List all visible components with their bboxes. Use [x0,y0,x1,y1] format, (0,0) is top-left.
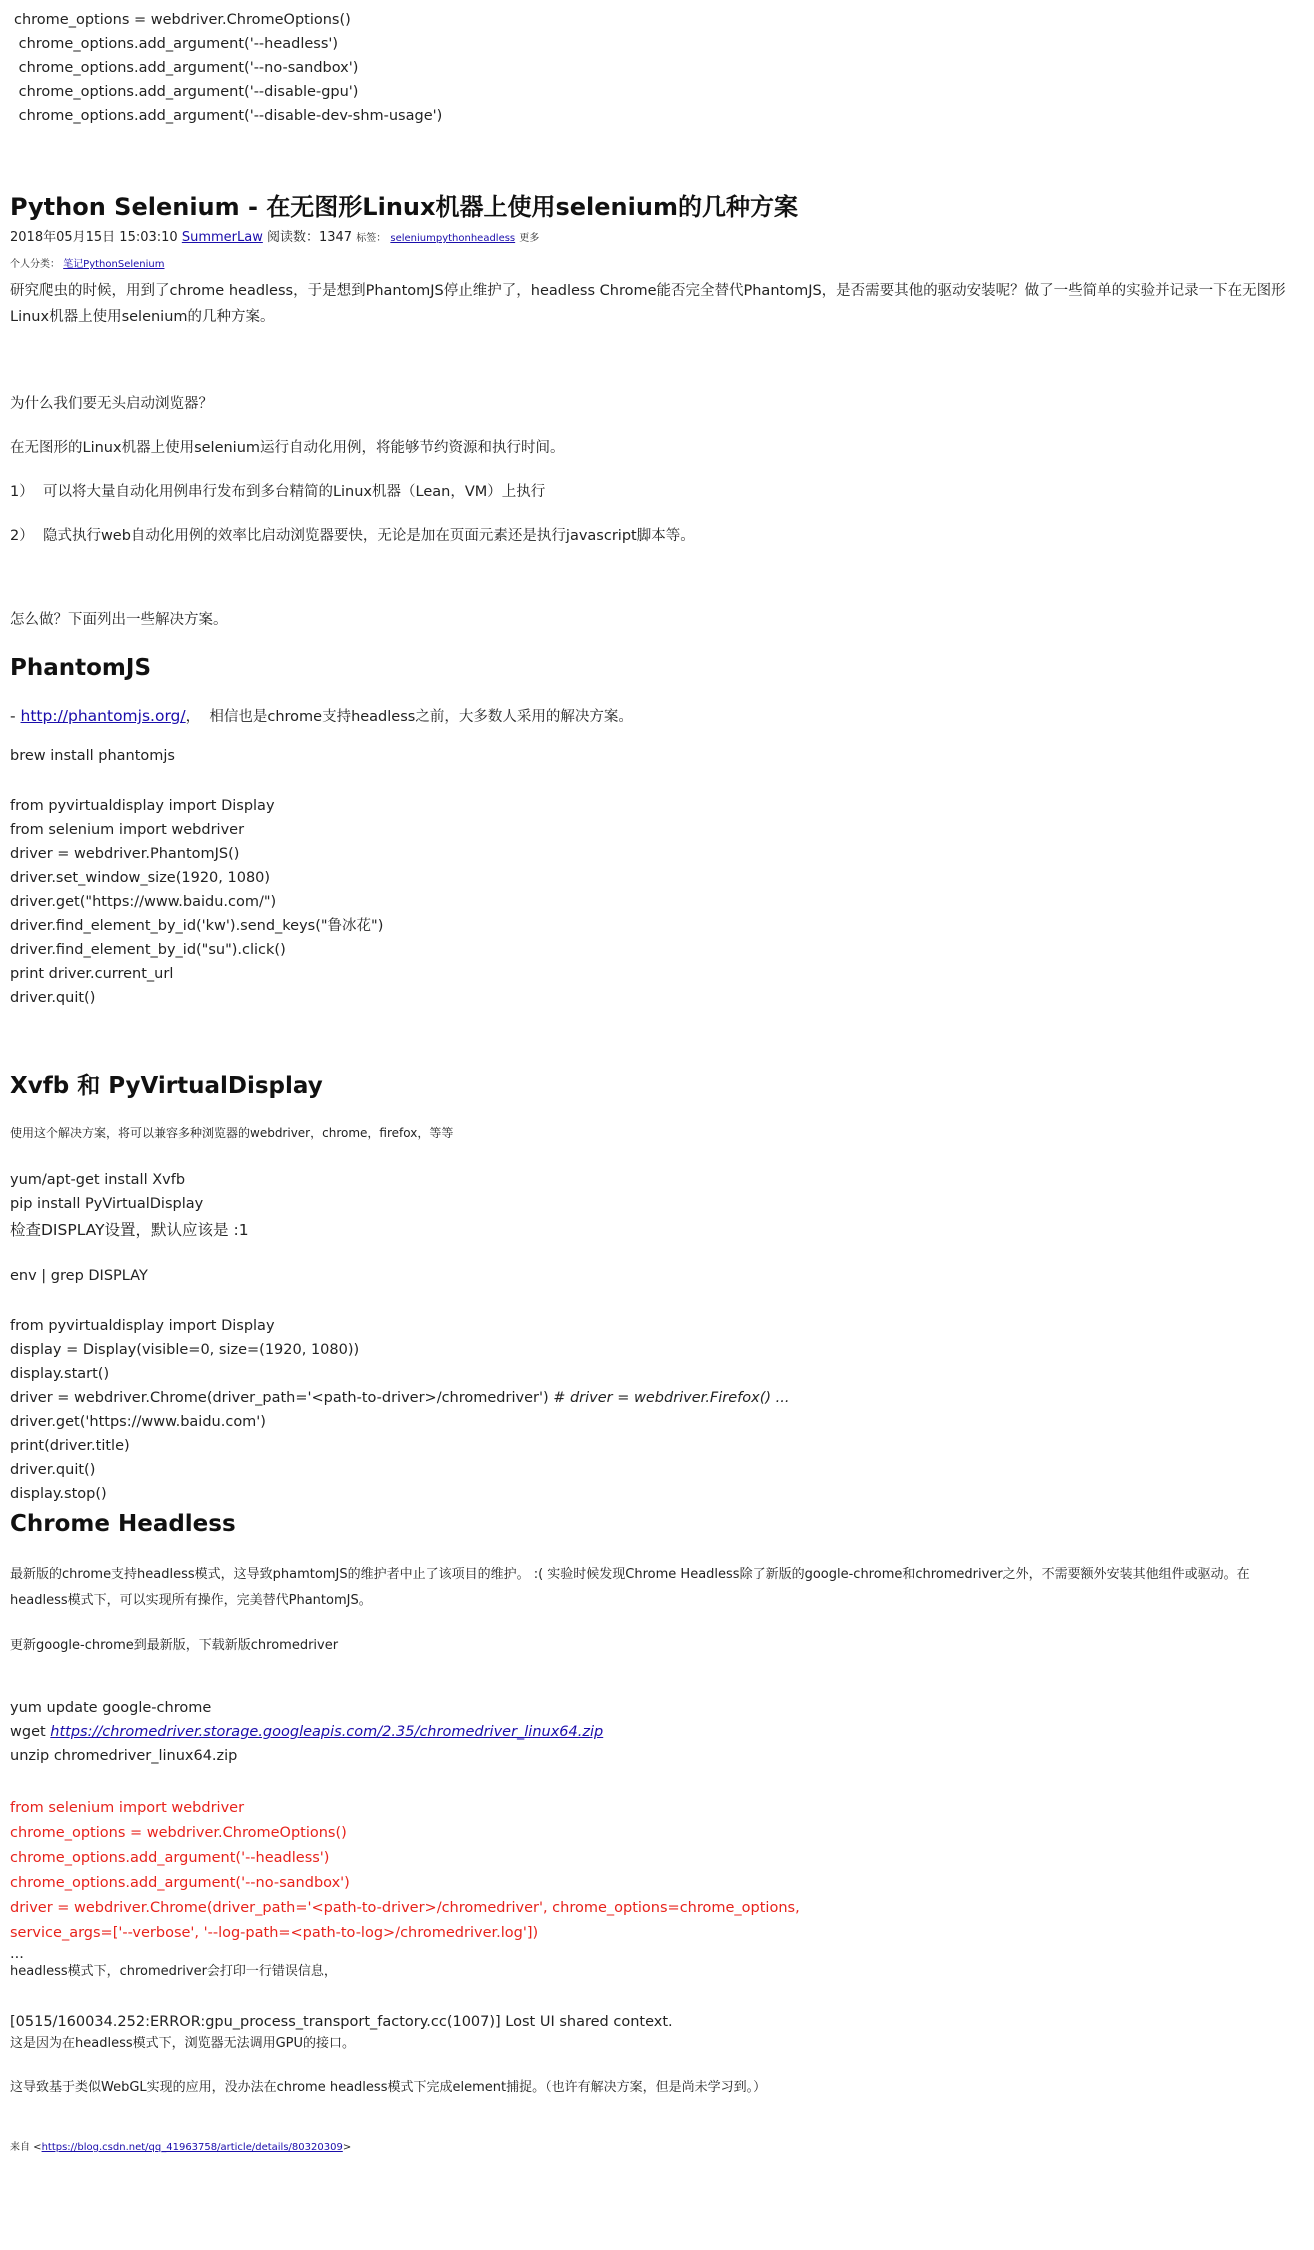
code-line: yum update google-chrome [10,1700,212,1716]
source-footer [10,2140,351,2156]
code-line: from pyvirtualdisplay import Display [10,798,275,814]
code-line: from pyvirtualdisplay import Display [10,1318,275,1334]
chromedriver-download-link[interactable]: https://chromedriver.storage.googleapis.com/2.35/chromedriver_linux64.zip [50,1724,604,1740]
phantomjs-link[interactable]: http://phantomjs.org/ [20,707,186,725]
category-link[interactable]: 笔记PythonSelenium [63,259,165,270]
xvfb-code-block [10,1314,789,1506]
phantomjs-heading: PhantomJS [10,655,152,681]
tags-label: 标签： [356,233,387,244]
source-end: > [342,2142,352,2153]
code-comment: # driver = webdriver.Firefox() ... [548,1390,790,1406]
code-line [10,1720,603,1744]
code-line: service_args=['--verbose', '--log-path=<path-to-log>/chromedriver.log']) [10,1925,539,1941]
article-meta [10,228,539,249]
point-2: 2） 隐式执行web自动化用例的效率比启动浏览器要快，无论是加在页面元素还是执行javascript脚本等。 [10,528,695,544]
why-paragraph: 在无图形的Linux机器上使用selenium运行自动化用例，将能够节约资源和执行时间。 [10,440,565,456]
publish-date: 2018年05月15日 15:03:10 [10,230,178,245]
code-line: driver = webdriver.PhantomJS() [10,846,240,862]
code-line: chrome_options.add_argument('--no-sandbox') [10,1875,350,1891]
wget-prefix: wget [10,1724,51,1740]
chrome-update: 更新google-chrome到最新版，下载新版chromedriver [10,1638,339,1653]
category-label: 个人分类： [10,259,60,270]
code-line: driver.get('https://www.baidu.com') [10,1414,266,1430]
code-line: driver.find_element_by_id('kw').send_keys("鲁冰花") [10,918,384,934]
code-line: unzip chromedriver_linux64.zip [10,1748,238,1764]
more-link[interactable]: 更多 [519,233,540,244]
code-line: driver.find_element_by_id("su").click() [10,942,286,958]
code-text: driver = webdriver.Chrome(driver_path='<path-to-driver>/chromedriver') [10,1390,549,1406]
author-link[interactable]: SummerLaw [181,230,263,245]
read-count: 阅读数：1347 [266,230,353,245]
code-line: chrome_options.add_argument('--no-sandbox') [14,60,359,76]
xvfb-install [10,1168,203,1216]
code-line: from selenium import webdriver [10,1800,245,1816]
chrome-red-code-block [10,1796,800,1946]
code-line: print(driver.title) [10,1438,130,1454]
code-line: driver.quit() [10,990,96,1006]
xvfb-desc: 使用这个解决方案，将可以兼容多种浏览器的webdriver，chrome，firefox，等等 [10,1126,454,1140]
code-line: display.stop() [10,1486,107,1502]
code-line [10,1386,789,1410]
code-line: driver = webdriver.Chrome(driver_path='<path-to-driver>/chromedriver', chrome_options=chrome_options, [10,1900,800,1916]
code-line: from selenium import webdriver [10,822,245,838]
code-line: chrome_options.add_argument('--disable-dev-shm-usage') [14,108,443,124]
chrome-desc: 最新版的chrome支持headless模式，这导致phamtomJS的维护者中止了该项目的维护。 :( 实验时候发现Chrome Headless除了新版的google-chrome和chromedriver之外，不需要额外安装其他组件或驱动。在headless模式下，可以实现所有操作，完美替代PhantomJS。 [10,1567,1250,1608]
code-line: chrome_options.add_argument('--disable-gpu') [14,84,359,100]
top-code-block [14,8,442,128]
tags-link[interactable]: seleniumpythonheadless [390,233,516,244]
phantomjs-install: brew install phantomjs [10,748,175,764]
source-label: 来自 < [10,2142,42,2153]
source-link[interactable]: https://blog.csdn.net/qq_41963758/article/details/80320309 [41,2142,343,2153]
code-line: display = Display(visible=0, size=(1920, 1080)) [10,1342,360,1358]
category-row [10,258,164,272]
code-line: chrome_options = webdriver.ChromeOptions() [14,12,351,28]
chrome-cmd-block [10,1696,603,1768]
why-title: 为什么我们要无头启动浏览器？ [10,396,213,412]
code-line: chrome_options = webdriver.ChromeOptions() [10,1825,347,1841]
dash: - [10,707,21,725]
code-line: display.start() [10,1366,110,1382]
chrome-heading: Chrome Headless [10,1511,236,1537]
intro-paragraph: 研究爬虫的时候，用到了chrome headless，于是想到PhantomJS停止维护了，headless Chrome能否完全替代PhantomJS，是否需要其他的驱动安装呢？做了一些简单的实验并记录一下在无图形Linux机器上使用selenium的几种方案。 [10,283,1286,325]
chrome-note-1: headless模式下，chromedriver会打印一行错误信息， [10,1964,337,1979]
chrome-error: [0515/160034.252:ERROR:gpu_process_transport_factory.cc(1007)] Lost UI shared context. [10,2014,673,2030]
phantomjs-desc-row [10,704,633,729]
code-line: chrome_options.add_argument('--headless') [10,1850,330,1866]
chrome-note-2: 这是因为在headless模式下，浏览器无法调用GPU的接口。 [10,2036,356,2051]
xvfb-env: env | grep DISPLAY [10,1268,148,1284]
code-line: yum/apt-get install Xvfb [10,1172,186,1188]
point-1: 1） 可以将大量自动化用例串行发布到多台精简的Linux机器（Lean，VM）上执行 [10,484,546,500]
code-line: driver.quit() [10,1462,96,1478]
xvfb-check: 检查DISPLAY设置，默认应该是 :1 [10,1221,249,1239]
how-text: 怎么做？下面列出一些解决方案。 [10,612,228,628]
code-line: print driver.current_url [10,966,174,982]
chrome-note-3: 这导致基于类似WebGL实现的应用，没办法在chrome headless模式下完成element捕捉。（也许有解决方案，但是尚未学习到。） [10,2080,767,2095]
ellipsis: ... [10,1946,24,1962]
xvfb-heading: Xvfb 和 PyVirtualDisplay [10,1073,323,1099]
article-title: Python Selenium - 在无图形Linux机器上使用selenium的几种方案 [10,193,798,221]
code-line: pip install PyVirtualDisplay [10,1196,204,1212]
code-line: chrome_options.add_argument('--headless') [14,36,339,52]
code-line: driver.get("https://www.baidu.com/") [10,894,277,910]
phantomjs-code-block [10,794,383,1010]
phantomjs-desc: ， 相信也是chrome支持headless之前，大多数人采用的解决方案。 [185,709,633,725]
code-line: driver.set_window_size(1920, 1080) [10,870,271,886]
